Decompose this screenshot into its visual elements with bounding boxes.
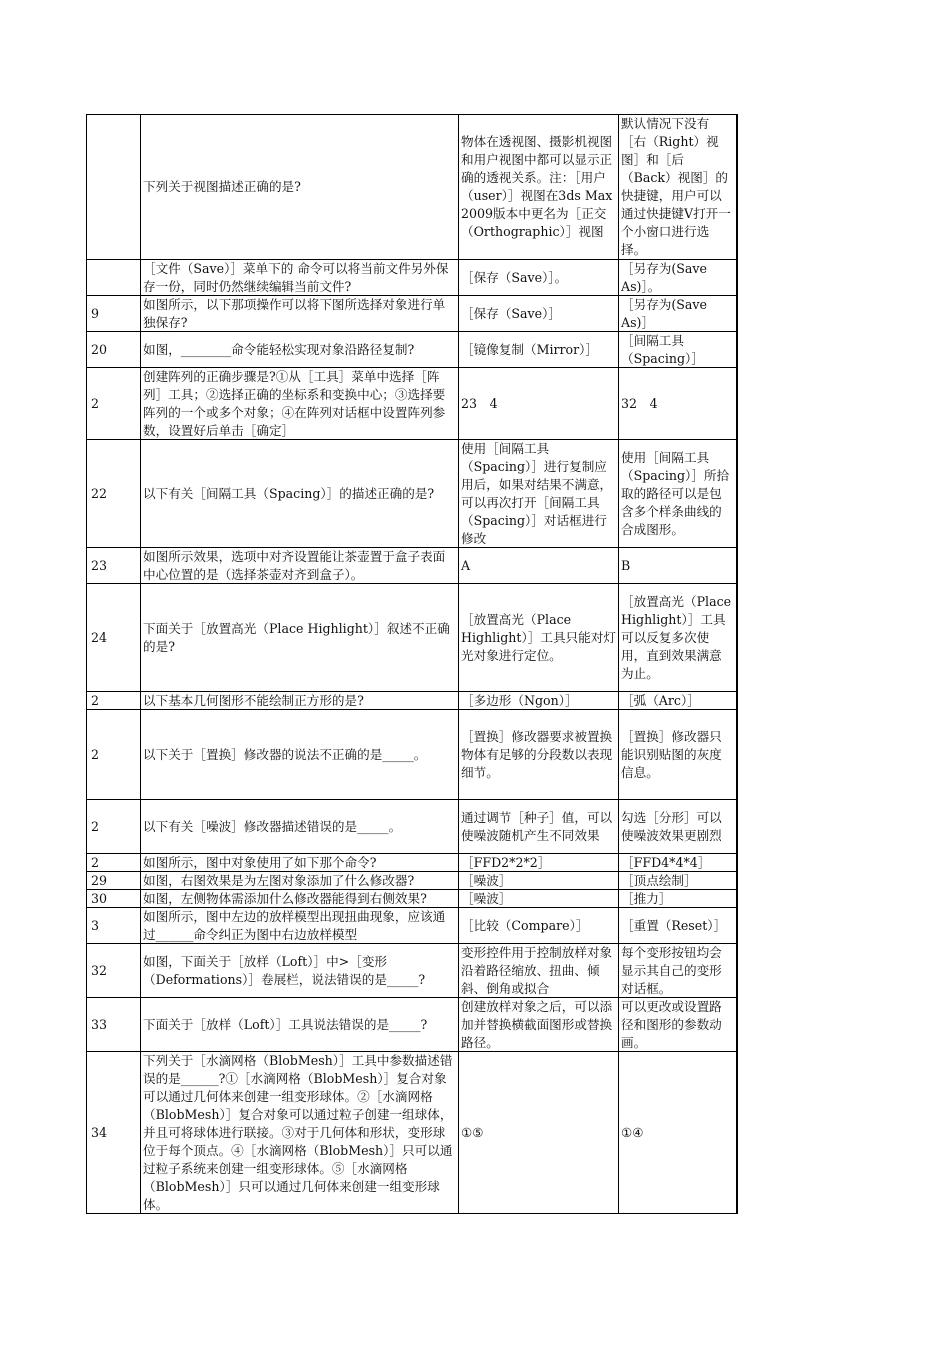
table-row (87, 890, 737, 908)
row-number: 9 (87, 296, 141, 332)
table-row (87, 854, 737, 872)
question-text: 如图，右图效果是为左图对象添加了什么修改器? (141, 872, 459, 890)
option-a: 物体在透视图、摄影机视图和用户视图中都可以显示正确的透视关系。注：［用户（user）］视图在3ds Max 2009版本中更名为［正交（Orthographic）］视图 (459, 115, 619, 260)
table-row (87, 692, 737, 710)
table-row (87, 944, 737, 998)
option-a: ［噪波］ (459, 890, 619, 908)
option-a: 创建放样对象之后，可以添加并替换横截面图形或替换路径。 (459, 998, 619, 1052)
table-row (87, 115, 737, 260)
row-number: 29 (87, 872, 141, 890)
option-a: ［噪波］ (459, 872, 619, 890)
table-row (87, 800, 737, 854)
option-a: ［保存（Save）］。 (459, 260, 619, 296)
question-text: 下列关于视图描述正确的是? (141, 115, 459, 260)
row-number: 33 (87, 998, 141, 1052)
question-text: 如图所示，以下那项操作可以将下图所选择对象进行单独保存? (141, 296, 459, 332)
option-b: 32 4 (619, 368, 737, 440)
row-number (87, 115, 141, 260)
question-text: 如图所示，图中左边的放样模型出现扭曲现象，应该通过______命令纠正为图中右边放样模型 (141, 908, 459, 944)
row-number: 20 (87, 332, 141, 368)
question-text: 以下基本几何图形不能绘制正方形的是? (141, 692, 459, 710)
option-a: ［FFD2*2*2］ (459, 854, 619, 872)
option-b: ［间隔工具（Spacing）］ (619, 332, 737, 368)
table-row (87, 908, 737, 944)
table-row (87, 1052, 737, 1214)
option-a: ［多边形（Ngon）］ (459, 692, 619, 710)
option-b: ［另存为(Save As)］。 (619, 260, 737, 296)
option-b: ［放置高光（Place Highlight）］工具可以反复多次使用，直到效果满意为止。 (619, 584, 737, 692)
table-row (87, 548, 737, 584)
option-a: ①⑤ (459, 1052, 619, 1214)
option-b: 勾选［分形］可以使噪波效果更剧烈 (619, 800, 737, 854)
option-b: ［重置（Reset）］ (619, 908, 737, 944)
row-number: 2 (87, 800, 141, 854)
question-text: 如图所示，图中对象使用了如下那个命令? (141, 854, 459, 872)
question-text: 如图所示效果，选项中对齐设置能让茶壶置于盒子表面中心位置的是（选择茶壶对齐到盒子）。 (141, 548, 459, 584)
table-row (87, 296, 737, 332)
option-b: B (619, 548, 737, 584)
question-table-body (87, 115, 737, 1214)
table-row (87, 368, 737, 440)
question-text: 下面关于［放置高光（Place Highlight）］叙述不正确的是? (141, 584, 459, 692)
option-b: ①④ (619, 1052, 737, 1214)
option-b: ［置换］修改器只能识别贴图的灰度信息。 (619, 710, 737, 800)
row-number: 3 (87, 908, 141, 944)
table-row (87, 584, 737, 692)
option-a: 23 4 (459, 368, 619, 440)
row-number: 2 (87, 368, 141, 440)
question-text: 下面关于［放样（Loft）］工具说法错误的是_____? (141, 998, 459, 1052)
option-b: 每个变形按钮均会显示其自己的变形对话框。 (619, 944, 737, 998)
table-row (87, 998, 737, 1052)
question-text: ［文件（Save）］菜单下的 命令可以将当前文件另外保存一份，同时仍然继续编辑当前文件? (141, 260, 459, 296)
option-b: ［弧（Arc）］ (619, 692, 737, 710)
option-b: ［顶点绘制］ (619, 872, 737, 890)
row-number: 2 (87, 854, 141, 872)
option-a: ［放置高光（Place Highlight）］工具只能对灯光对象进行定位。 (459, 584, 619, 692)
row-number: 30 (87, 890, 141, 908)
question-text: 如图，左侧物体需添加什么修改器能得到右侧效果? (141, 890, 459, 908)
question-text: 如图，________命令能轻松实现对象沿路径复制? (141, 332, 459, 368)
option-a: ［保存（Save）］ (459, 296, 619, 332)
question-table-sheet (86, 114, 736, 1214)
question-text: 以下有关［间隔工具（Spacing）］的描述正确的是? (141, 440, 459, 548)
question-text: 以下有关［噪波］修改器描述错误的是_____。 (141, 800, 459, 854)
option-b: 默认情况下没有［右（Right）视图］和［后（Back）视图］的快捷键，用户可以通过快捷键V打开一个小窗口进行选择。 (619, 115, 737, 260)
row-number: 2 (87, 710, 141, 800)
table-row (87, 260, 737, 296)
question-text: 如图，下面关于［放样（Loft）］中>［变形（Deformations）］卷展栏，说法错误的是_____? (141, 944, 459, 998)
row-number (87, 260, 141, 296)
row-number: 2 (87, 692, 141, 710)
question-table (86, 114, 738, 1214)
option-b: ［推力］ (619, 890, 737, 908)
option-b: ［另存为(Save As)］ (619, 296, 737, 332)
row-number: 23 (87, 548, 141, 584)
option-a: 变形控件用于控制放样对象沿着路径缩放、扭曲、倾斜、倒角或拟合 (459, 944, 619, 998)
table-row (87, 872, 737, 890)
question-text: 以下关于［置换］修改器的说法不正确的是_____。 (141, 710, 459, 800)
row-number: 32 (87, 944, 141, 998)
option-b: ［FFD4*4*4］ (619, 854, 737, 872)
question-text: 下列关于［水滴网格（BlobMesh）］工具中参数描述错误的是______?①［水滴网格（BlobMesh）］复合对象可以通过几何体来创建一组变形球体。②［水滴网格（BlobMesh）］复合对象可以通过粒子创建一组球体，并且可将球体进行联接。③对于几何体和形状，变形球位于每个顶点。④［水滴网格（BlobMesh）］只可以通过粒子系统来创建一组变形球体。⑤［水滴网格（BlobMesh）］只可以通过几何体来创建一组变形球体。 (141, 1052, 459, 1214)
option-a: ［置换］修改器要求被置换物体有足够的分段数以表现细节。 (459, 710, 619, 800)
option-b: 可以更改或设置路径和图形的参数动画。 (619, 998, 737, 1052)
table-row (87, 440, 737, 548)
option-b: 使用［间隔工具（Spacing）］所拾取的路径可以是包含多个样条曲线的合成图形。 (619, 440, 737, 548)
table-row (87, 710, 737, 800)
row-number: 22 (87, 440, 141, 548)
option-a: A (459, 548, 619, 584)
row-number: 34 (87, 1052, 141, 1214)
row-number: 24 (87, 584, 141, 692)
question-text: 创建阵列的正确步骤是?①从［工具］菜单中选择［阵列］工具；②选择正确的坐标系和变换中心；③选择要阵列的一个或多个对象；④在阵列对话框中设置阵列参数，设置好后单击［确定］ (141, 368, 459, 440)
option-a: ［镜像复制（Mirror）］ (459, 332, 619, 368)
option-a: 使用［间隔工具（Spacing）］进行复制应用后，如果对结果不满意，可以再次打开［间隔工具（Spacing）］对话框进行修改 (459, 440, 619, 548)
table-row (87, 332, 737, 368)
option-a: ［比较（Compare）］ (459, 908, 619, 944)
option-a: 通过调节［种子］值，可以使噪波随机产生不同效果 (459, 800, 619, 854)
